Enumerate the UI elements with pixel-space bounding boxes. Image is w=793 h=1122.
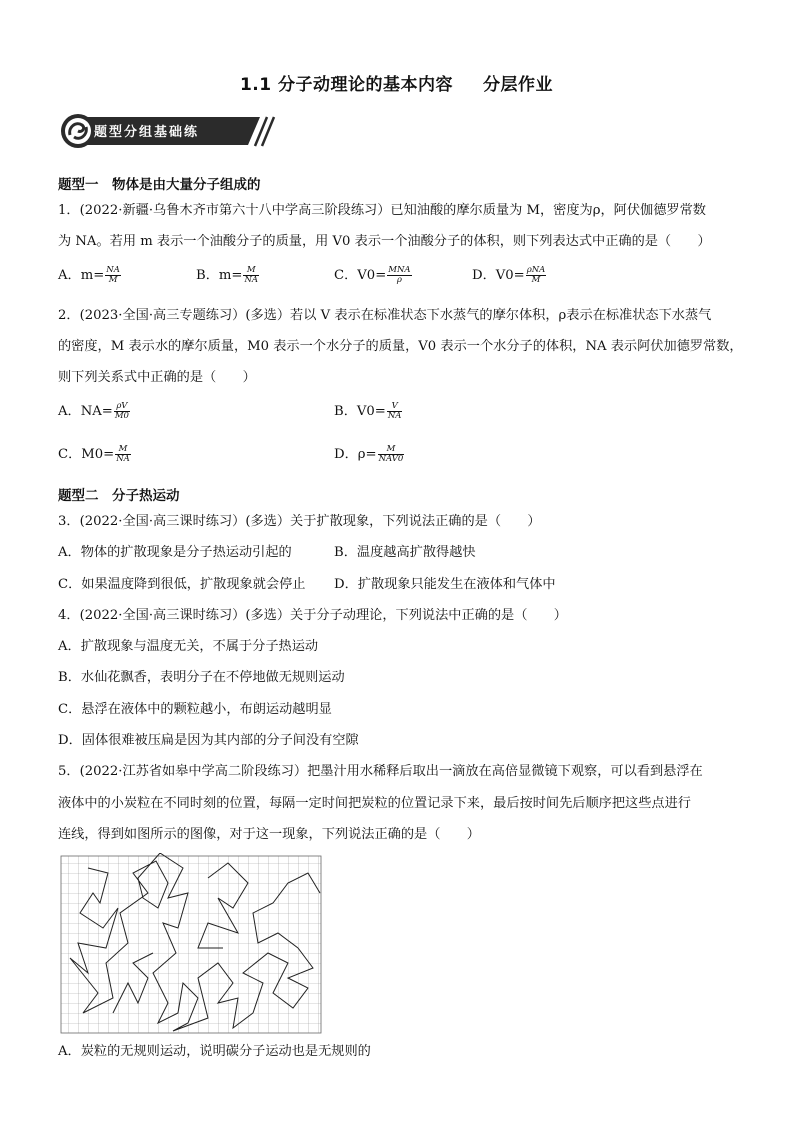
section-heading-1: 题型一 物体是由大量分子组成的 (58, 177, 261, 193)
title-main: 1.1 分子动理论的基本内容 (239, 75, 454, 95)
q3-option-b: B．温度越高扩散得越快 (334, 545, 476, 560)
q5-text-line3: 连线，得到如图所示的图像，对于这一现象，下列说法正确的是（ ） (58, 827, 480, 842)
q4-option-b: B．水仙花飘香，表明分子在不停地做无规则运动 (58, 670, 345, 685)
q3-text-line1: 3．(2022·全国·高三课时练习）(多选）关于扩散现象，下列说法正确的是（ ） (58, 514, 541, 529)
q1-option-a: A．m= $\frac{NA}{M}$ (58, 265, 120, 285)
brownian-motion-figure (58, 853, 323, 1035)
q2-option-b: B．V0= $\frac{V}{NA}$ (334, 401, 402, 421)
q3-option-a: A．物体的扩散现象是分子热运动引起的 (58, 545, 292, 560)
q5-text-line2: 液体中的小炭粒在不同时刻的位置，每隔一定时间把炭粒的位置记录下来，最后按时间先后顺序把这些点进行 (58, 796, 691, 811)
q4-option-c: C．悬浮在液体中的颗粒越小，布朗运动越明显 (58, 702, 332, 717)
q2-option-d: D．ρ= $\frac{M}{\text{NAV0}}$ (334, 444, 404, 464)
q4-option-a: A．扩散现象与温度无关，不属于分子热运动 (58, 639, 319, 654)
q1-text-line2: 为 NA。若用 m 表示一个油酸分子的质量，用 V0 表示一个油酸分子的体积，则下列表达式中正确的是（ ） (58, 234, 711, 249)
q5-text-line1: 5．(2022·江苏省如皋中学高二阶段练习）把墨汁用水稀释后取出一滴放在高倍显微镜下观察，可以看到悬浮在 (58, 764, 703, 779)
q1-option-c: C．V0= $\frac{\text{MNA}}{\rho}$ (334, 265, 411, 285)
q4-option-d: D．固体很难被压扁是因为其内部的分子间没有空隙 (58, 733, 359, 748)
q1-option-d: D．V0= $\frac{\text{ρNA}}{M}$ (472, 265, 546, 285)
title-sub: 分层作业 (483, 75, 554, 95)
q2-text-line3: 则下列关系式中正确的是（ ） (58, 370, 256, 385)
section-heading-2: 题型二 分子热运动 (58, 488, 180, 504)
q2-text-line2: 的密度，M 表示水的摩尔质量，M0 表示一个水分子的质量，V0 表示一个水分子的体积，NA 表示阿伏加德罗常数， (58, 339, 743, 354)
q1-text-line1: 1．(2022·新疆·乌鲁木齐市第六十八中学高三阶段练习）已知油酸的摩尔质量为 M，密度为ρ，阿伏伽德罗常数 (58, 203, 706, 218)
q5-option-a: A．炭粒的无规则运动，说明碳分子运动也是无规则的 (58, 1044, 371, 1059)
q3-option-d: D．扩散现象只能发生在液体和气体中 (334, 577, 556, 592)
q2-text-line1: 2．(2023·全国·高三专题练习）(多选）若以 V 表示在标准状态下水蒸气的摩尔体积，ρ表示在标准状态下水蒸气 (58, 308, 712, 323)
q1-option-b: B．m= $\frac{M}{NA}$ (196, 265, 259, 285)
q2-option-a: A．NA= $\frac{\rho V}{M0}$ (58, 401, 129, 421)
q2-option-c: C．M0= $\frac{M}{NA}$ (58, 444, 130, 464)
q4-text-line1: 4．(2022·全国·高三课时练习）(多选）关于分子动理论，下列说法中正确的是（ ） (58, 608, 567, 623)
q3-option-c: C．如果温度降到很低，扩散现象就会停止 (58, 577, 306, 592)
page-title (0, 70, 793, 95)
banner-label: 题型分组基础练 (94, 125, 200, 140)
